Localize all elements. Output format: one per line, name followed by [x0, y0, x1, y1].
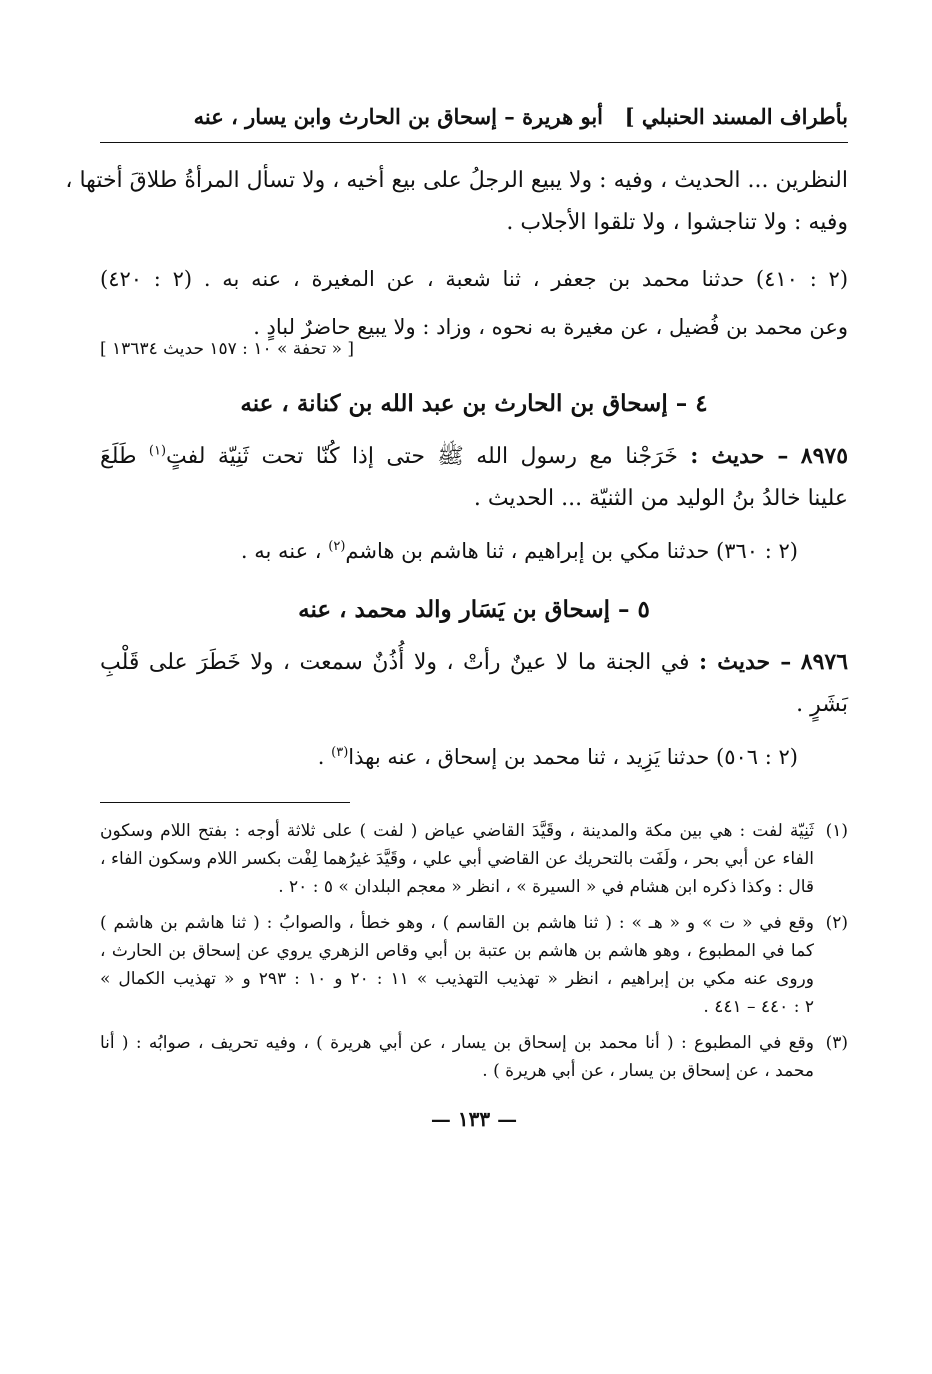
- footnote-line: وقع في « ت » و « هـ » : ( ثنا هاشم بن القاسم ) ، وهو خطأ ، والصوابُ : ( ثنا هاشم بن هاشم ): [100, 913, 814, 933]
- footnote-line: ثَنِيّة لفت : هي بين مكة والمدينة ، وقَيَّدَ القاضي عياض ( لفت ) على ثلاثة أوجه : بفتح اللام وسكون: [100, 821, 814, 841]
- header-book-title: بأطراف المسند الحنبلي ]: [624, 104, 848, 129]
- chain-text: ، عنه به .: [240, 539, 322, 563]
- paragraph-continuation: [65, 166, 848, 238]
- footnote-mark: (٢): [825, 913, 848, 933]
- text-line: وعن محمد بن فُضيل ، عن مغيرة به نحوه ، وزاد : ولا يبيع حاضرٌ لبادٍ .: [253, 315, 848, 339]
- chain-text: (٢ : ٥٠٦) حدثنا يَزِيد ، ثنا محمد بن إسحاق ، عنه بهذا: [348, 745, 798, 769]
- text-line: علينا خالدُ بنُ الوليد من الثنيّة ... الحديث .: [473, 486, 848, 511]
- footnote-ref[interactable]: (٢): [328, 539, 346, 554]
- book-page: [65, 96, 849, 1131]
- isnad-chain-2: [100, 536, 848, 566]
- text-line: (٢ : ٤١٠) حدثنا محمد بن جعفر ، ثنا شعبة ، عن المغيرة ، عنه به . (٢ : ٤٢٠): [100, 267, 849, 291]
- footnote-1: [100, 817, 848, 901]
- footnote-line: قال : وكذا ذكره ابن هشام في « السيرة » ، انظر « معجم البلدان » ٥ : ٢٠ .: [278, 877, 814, 897]
- tuhfa-reference: [ « تحفة » ١٠ : ١٥٧ حديث ١٣٦٣٤ ]: [100, 339, 355, 359]
- footnote-line: الفاء عن أبي بحر ، ولَفَت بالتحريك عن القاضي أبي علي ، وقَيَّدَ غيرُهما لِفْت بكسر اللام وسكون الفاء ،: [100, 849, 814, 869]
- hadith-8975: [100, 441, 848, 514]
- text-line: [100, 647, 848, 678]
- hadith-text: طَلَعَ: [100, 444, 137, 469]
- hadith-number: ٨٩٧٥: [800, 443, 849, 469]
- main-text: [65, 166, 849, 1131]
- footnote-2: [100, 909, 848, 1021]
- footnote-mark: (٣): [825, 1033, 848, 1053]
- chain-text: (٢ : ٣٦٠) حدثنا مكي بن إبراهيم ، ثنا هاشم بن هاشم: [345, 539, 798, 563]
- isnad-chain-1: [100, 264, 848, 360]
- text-line: [100, 536, 798, 566]
- footnote-mark: (١): [825, 821, 848, 841]
- footnote-line: محمد ، عن إسحاق بن يسار ، عن أبي هريرة ) .: [482, 1061, 814, 1081]
- header-rule: [100, 142, 848, 143]
- footnote-ref[interactable]: (١): [148, 443, 167, 459]
- text-line: [100, 441, 848, 472]
- header-section-title: أبو هريرة – إسحاق بن الحارث وابن يسار ، عنه: [193, 104, 603, 129]
- footnote-3: [100, 1029, 848, 1085]
- chain-text: .: [317, 745, 325, 769]
- footnote-line: وقع في المطبوع : ( أنا محمد بن إسحاق بن يسار ، عن أبي هريرة ) ، وفيه تحريف ، صوابُه : ( أنا: [100, 1033, 814, 1053]
- section-title-5: ٥ – إسحاق بن يَسَار والد محمد ، عنه: [298, 596, 650, 623]
- hadith-text: في الجنة ما لا عينٌ رأتْ ، ولا أُذُنٌ سمعت ، ولا خَطَرَ على قَلْبِ: [100, 650, 690, 675]
- hadith-label: – حديث :: [699, 649, 792, 675]
- hadith-label: – حديث :: [690, 443, 789, 469]
- running-header: [100, 96, 848, 140]
- footnote-line: وروى عنه مكي بن إبراهيم ، انظر « تهذيب التهذيب » ١١ : ٢٠ و ١٠ : ٢٩٣ و « تهذيب الكمال »: [100, 969, 814, 989]
- text-line: النظرين ... الحديث ، وفيه : ولا يبيع الرجلُ على بيع أخيه ، ولا تسأل المرأةُ طلاقَ أختها ،: [65, 168, 848, 193]
- hadith-number: ٨٩٧٦: [800, 649, 849, 675]
- hadith-text: خَرَجْنا مع رسول الله ﷺ حتى إذا كُنّا تحت ثَنِيّة لفتٍ: [166, 444, 678, 469]
- footnotes: [100, 817, 848, 1085]
- footnote-line: كما في المطبوع ، وهو هاشم بن هاشم بن عتبة بن أبي وقاص الزهري يروي عن إسحاق بن الحارث ،: [100, 941, 814, 961]
- hadith-8976: [100, 647, 848, 720]
- section-title-4: ٤ – إسحاق بن الحارث بن عبد الله بن كنانة ، عنه: [240, 390, 708, 417]
- footnote-line: ٢ : ٤٤٠ – ٤٤١ .: [703, 997, 814, 1017]
- text-line: بَشَرٍ .: [796, 692, 848, 717]
- text-line: [100, 742, 798, 772]
- footnote-ref[interactable]: (٣): [331, 745, 349, 760]
- text-line: وفيه : ولا تناجشوا ، ولا تلقوا الأجلاب .: [506, 210, 848, 235]
- page-number: — ١٣٣ —: [430, 1107, 518, 1131]
- footnote-separator: [100, 802, 350, 803]
- isnad-chain-3: [100, 742, 848, 772]
